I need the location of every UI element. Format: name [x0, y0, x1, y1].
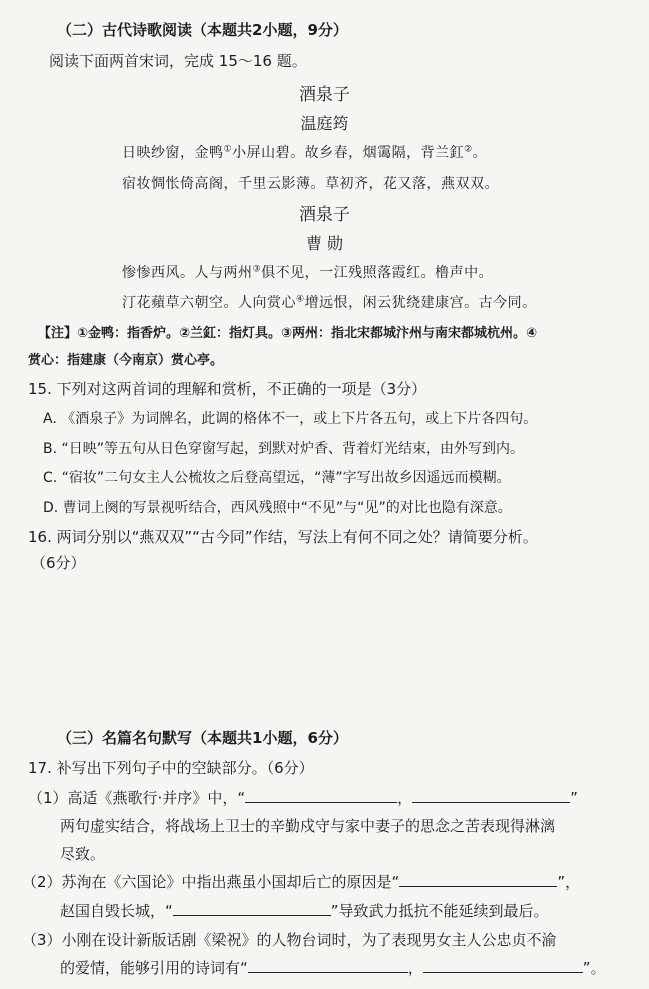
- section3-header: （三）名篇名句默写（本题共1小题，6分）: [57, 729, 348, 747]
- q17-stem: 17. 补写出下列句子中的空缺部分。（6分）: [28, 759, 314, 777]
- q17-item2-text2: 赵国自毁长城，“: [60, 902, 173, 920]
- footnote-mark-1: ①: [223, 144, 233, 155]
- notes-line2: 赏心：指建康（今南京）赏心亭。: [28, 353, 224, 368]
- poem1-line2: 宿妆惆怅倚高阁，千里云影薄。草初齐，花又落，燕双双。: [122, 176, 499, 192]
- q17-item1-line2: 两句虚实结合，将战场上卫士的辛勤戍守与家中妻子的思念之苦表现得淋漓: [60, 817, 556, 835]
- answer-blank[interactable]: [412, 788, 570, 803]
- q17-item3-line2: [60, 957, 606, 978]
- punctuation: ，: [397, 789, 413, 807]
- poem1-line1-part-c: 。: [472, 145, 488, 161]
- poem1-author: 温庭筠: [300, 114, 349, 133]
- q17-item1-line3: 尽致。: [60, 845, 106, 863]
- answer-blank[interactable]: [248, 958, 408, 973]
- q17-item1-line1: [28, 787, 578, 808]
- footnote-mark-4: ④: [296, 294, 305, 305]
- q17-item2-text3: ”导致武力抵抗不能延续到最后。: [330, 902, 549, 920]
- poem2-line1-part-a: 惨惨西风。人与两州: [122, 265, 253, 281]
- punctuation: ”: [570, 789, 578, 807]
- q17-item2-text: （2）苏洵在《六国论》中指出燕虽小国却后亡的原因是“: [22, 873, 400, 891]
- q15-option-c: C. “宿妆”二句女主人公梳妆之后登高望远，“薄”字写出故乡因遥远而模糊。: [43, 470, 511, 486]
- poem2-title: 酒泉子: [299, 205, 350, 225]
- answer-blank[interactable]: [423, 958, 583, 973]
- section-header: （二）古代诗歌阅读（本题共2小题，9分）: [57, 21, 348, 39]
- q15-option-a: A. 《酒泉子》为词牌名，此调的格体不一，或上下片各五句，或上下片各四句。: [43, 411, 538, 427]
- poem1-line1-part-b: 小屏山碧。故乡春，烟霭隔，背兰釭: [232, 145, 465, 161]
- punctuation: ”。: [582, 959, 606, 977]
- poem1-line1: [122, 142, 487, 162]
- punctuation: ，: [407, 959, 423, 977]
- poem2-author: 曹 勋: [305, 234, 344, 253]
- q17-item2-line2: [60, 900, 549, 921]
- section-intro: 阅读下面两首宋词，完成 15～16 题。: [49, 52, 307, 70]
- q16-score: （6分）: [31, 554, 86, 572]
- punctuation: ”，: [557, 873, 581, 891]
- poem2-line1-part-b: 俱不见，一江残照落霞红。橹声中。: [261, 265, 494, 281]
- answer-blank[interactable]: [245, 788, 397, 803]
- q17-item1-text: （1）高适《燕歌行·并序》中，“: [28, 789, 246, 807]
- q17-item2-line1: [22, 871, 580, 892]
- poem2-line2: [122, 292, 537, 312]
- poem2-line2-part-a: 汀花蘋草六朝空。人向赏心: [122, 295, 296, 311]
- q15-stem: 15. 下列对这两首词的理解和赏析，不正确的一项是（3分）: [28, 380, 427, 398]
- q17-item3-line1: （3）小刚在设计新版话剧《梁祝》的人物台词时，为了表现男女主人公忠贞不渝: [22, 931, 557, 949]
- q15-option-d: D. 曹词上阕的写景视听结合，西风残照中“不见”与“见”的对比也隐有深意。: [43, 500, 512, 516]
- poem1-title: 酒泉子: [299, 85, 350, 105]
- poem1-line1-part-a: 日映纱窗，金鸭: [122, 145, 224, 161]
- footnote-mark-2: ②: [464, 144, 473, 155]
- footnote-mark-3: ③: [252, 264, 262, 275]
- poem2-line1: [122, 262, 493, 282]
- q16-stem: 16. 两词分别以“燕双双”“古今同”作结，写法上有何不同之处？请简要分析。: [28, 528, 538, 546]
- answer-blank[interactable]: [173, 901, 331, 916]
- answer-blank[interactable]: [399, 872, 557, 887]
- q15-option-b: B. “日映”等五句从日色穿窗写起，到默对炉香、背着灯光结束，由外写到内。: [43, 441, 525, 457]
- q17-item3-text: 的爱情，能够引用的诗词有“: [60, 959, 248, 977]
- poem2-line2-part-b: 增远恨，闲云犹绕建康宫。古今同。: [304, 295, 537, 311]
- notes-line1: 【注】①金鸭：指香炉。②兰釭：指灯具。③两州：指北宋都城汴州与南宋都城杭州。④: [38, 326, 538, 341]
